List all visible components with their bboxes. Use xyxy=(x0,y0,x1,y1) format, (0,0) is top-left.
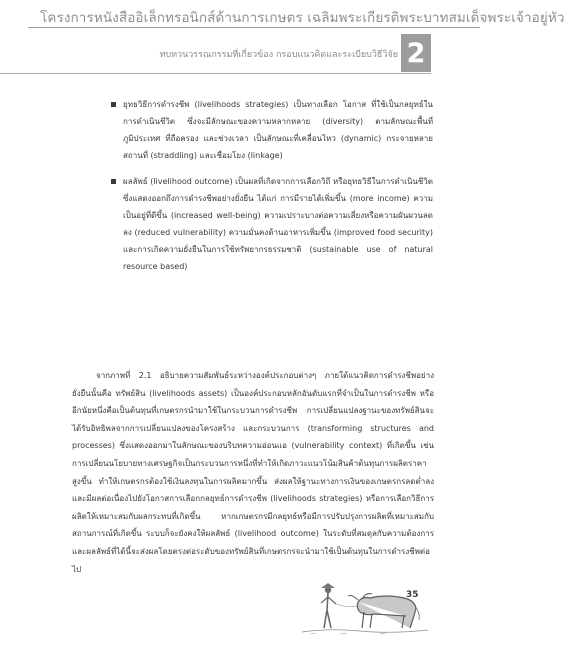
farmer-with-buffalo-icon xyxy=(300,568,430,638)
body-paragraph: จากภาพที่ 2.1 อธิบายความสัมพันธ์ระหว่างองค์ประกอบต่างๆ ภายใต้แนวคิดการดำรงชีพอย่างยั่งยืนนั้นคือ ทรัพย์สิน (livelihoods assets) เป็นองค์ประกอบหลักอันดับแรกที่จำเป็นในการดำรงชีพ หรืออีกนัยหนึ่งคือเป็นต้นทุนที่เกษตรกรนำมาใช้ในกระบวนการดำรงชีพ การเปลี่ยนแปลงฐานะของทรัพย์สินจะได้รับอิทธิพลจากการเปลี่ยนแปลงของโครงสร้าง และกระบวนการ (transforming structures and processes) ซึ่งแสดงออกมาในลักษณะของบริบทความอ่อนแอ (vulnerability context) ที่เกิดขึ้น เช่น การเปลี่ยนนโยบายทางเศรษฐกิจเป็นกระบวนการหนึ่งที่ทำให้เกิดภาวะแนวโน้มสินค้าต้นทุนการผลิตราคาสูงขึ้น ทำให้เกษตรกรต้องใช้เงินลงทุนในการผลิตมากขึ้น ส่งผลให้ฐานะทางการเงินของเกษตรกรลดต่ำลง และมีผลต่อเนื่องไปยังโอกาสการเลือกกลยุทธ์การดำรงชีพ (livelihoods strategies) หรือการเลือกวิธีการผลิตให้เหมาะสมกับผลกระทบที่เกิดขึ้น หากเกษตรกรมีกลยุทธ์หรือมีการปรับปรุงการผลิตที่เหมาะสมกับสถานการณ์ที่เกิดขึ้น ระบบก็จะยังคงให้ผลลัพธ์ (livelihood outcome) ในระดับที่สมดุลกับความต้องการและผลลัพธ์ที่ได้นี้จะส่งผลโดยตรงต่อระดับของทรัพย์สินที่เกษตรกรจะนำมาใช้เป็นต้นทุนในการดำรงชีพต่อไป xyxy=(72,371,434,574)
bullet-livelihood-outcome xyxy=(123,173,433,275)
chapter-divider xyxy=(0,73,431,74)
chapter-subtitle: ทบทวนวรรณกรรมที่เกี่ยวข้อง กรอบแนวคิดและระเบียบวิธีวิจัย xyxy=(159,50,398,60)
bullet-livelihood-strategies xyxy=(123,96,433,164)
bullet-text: ยุทธวิธีการดำรงชีพ (livelihoods strategies) เป็นทางเลือก โอกาส ที่ใช้เป็นกลยุทธ์ในการดำเนินชีวิต ซึ่งจะมีลักษณะของความหลากหลาย (diversity) ตามลักษณะพื้นที่ ภูมิประเทศ ที่ถือครอง และช่วงเวลา เป็นลักษณะที่เคลื่อนไหว (dynamic) กระจายหลายสถานที่ (straddling) และเชื่อมโยง (linkage) xyxy=(123,100,433,160)
page-number: 35 xyxy=(406,590,419,600)
bullet-square-icon xyxy=(111,102,116,107)
chapter-number-badge: 2 xyxy=(401,34,431,72)
book-series-title: โครงการหนังสืออิเล็กทรอนิกส์ด้านการเกษตร เฉลิมพระเกียรติพระบาทสมเด็จพระเจ้าอยู่หัว xyxy=(40,10,565,26)
bullet-text: ผลลัพธ์ (livelihood outcome) เป็นผลที่เกิดจากการเลือกวิถี หรือยุทธวิธีในการดำเนินชีวิตซึ่งแสดงออกถึงการดำรงชีพอย่างยั่งยืน ได้แก่ การมีรายได้เพิ่มขึ้น (more income) ความเป็นอยู่ที่ดีขึ้น (increased well-being) ความเปราะบางต่อความเสี่ยงหรือความผันผวนลดลง (reduced vulnerability) ความมั่นคงด้านอาหารเพิ่มขึ้น (improved food security) และการเกิดความยั่งยืนในการใช้ทรัพยากรธรรมชาติ (sustainable use of natural resource based) xyxy=(123,177,433,271)
bullet-list xyxy=(123,96,433,284)
bullet-square-icon xyxy=(111,179,116,184)
header-divider xyxy=(28,27,480,28)
